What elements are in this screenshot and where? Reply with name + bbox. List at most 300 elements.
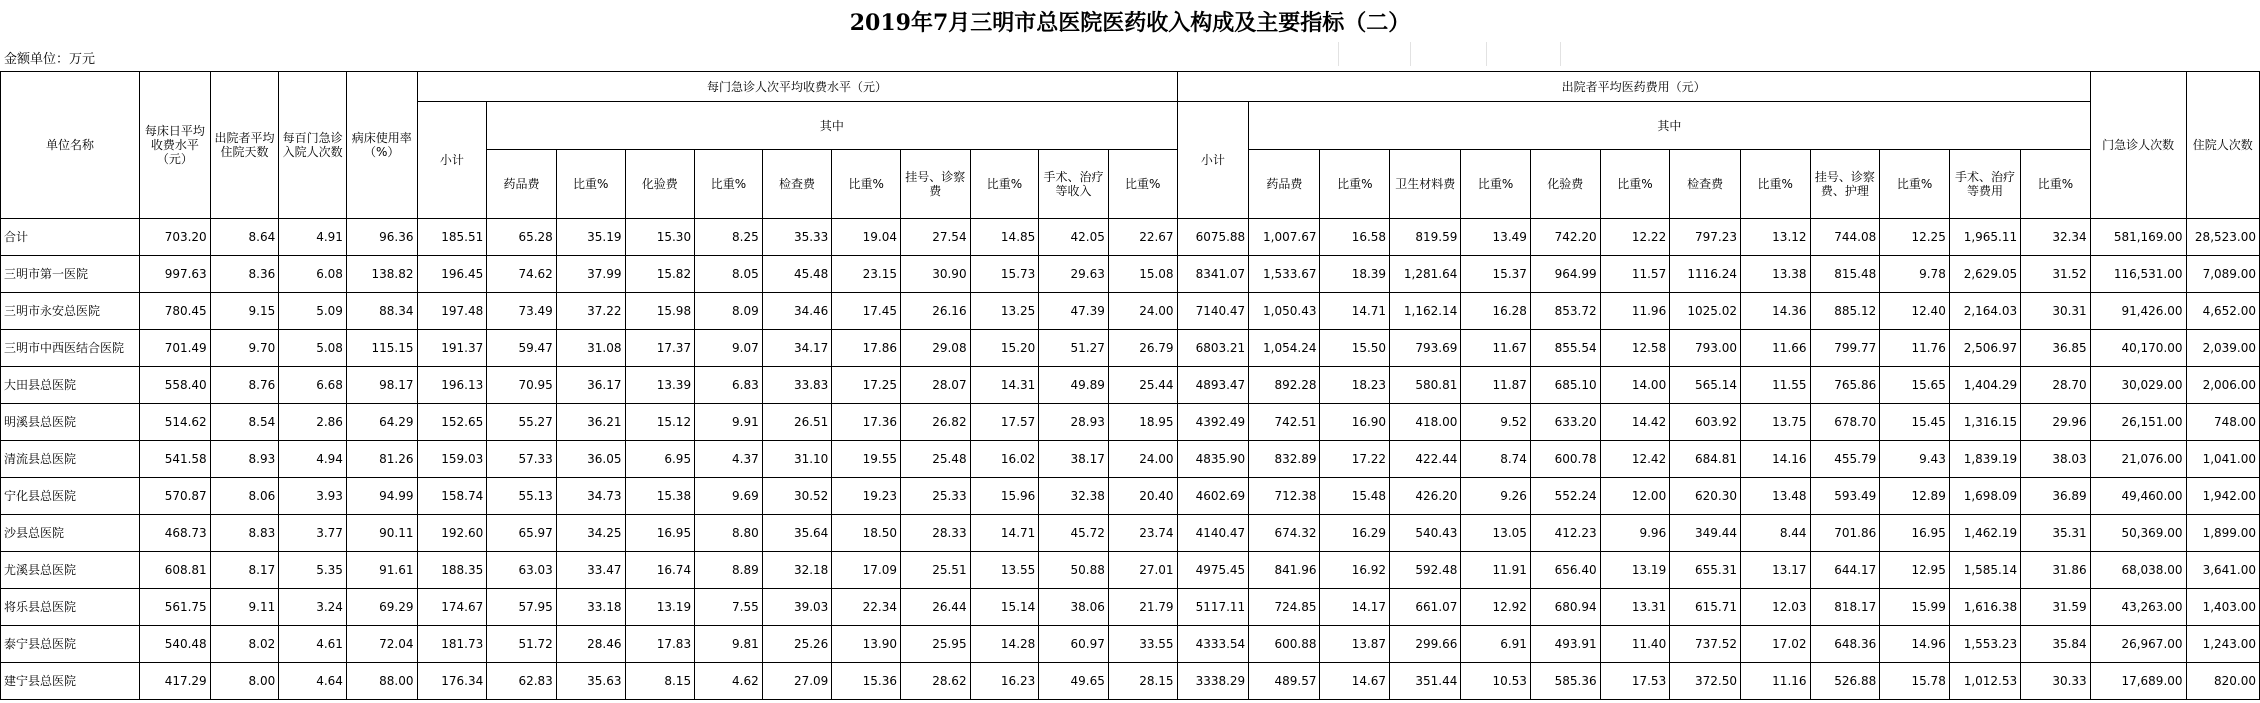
table-row <box>1 515 2260 552</box>
value-cell: 1,698.09 <box>1949 478 2020 515</box>
value-cell: 68,038.00 <box>2090 552 2186 589</box>
value-cell: 26,967.00 <box>2090 626 2186 663</box>
value-cell: 35.84 <box>2021 626 2091 663</box>
value-cell: 820.00 <box>2186 663 2259 700</box>
header-inpatient-col: 手术、治疗等费用 <box>1949 150 2020 219</box>
value-cell: 8.36 <box>210 256 279 293</box>
header-visits: 门急诊人次数 <box>2090 72 2186 219</box>
value-cell: 22.34 <box>832 589 901 626</box>
value-cell: 13.31 <box>1600 589 1670 626</box>
value-cell: 16.23 <box>970 663 1039 700</box>
value-cell: 603.92 <box>1670 404 1741 441</box>
value-cell: 9.15 <box>210 293 279 330</box>
value-cell: 4140.47 <box>1177 515 1249 552</box>
value-cell: 36.21 <box>556 404 625 441</box>
table-row <box>1 219 2260 256</box>
value-cell: 1,316.15 <box>1949 404 2020 441</box>
value-cell: 30.31 <box>2021 293 2091 330</box>
value-cell: 8.06 <box>210 478 279 515</box>
value-cell: 15.82 <box>625 256 695 293</box>
header-outpatient-subtotal: 小计 <box>417 102 487 219</box>
value-cell: 349.44 <box>1670 515 1741 552</box>
indicator-table <box>0 71 2260 700</box>
value-cell: 16.92 <box>1320 552 1390 589</box>
value-cell: 15.36 <box>832 663 901 700</box>
value-cell: 30.33 <box>2021 663 2091 700</box>
value-cell: 38.17 <box>1039 441 1109 478</box>
value-cell: 17,689.00 <box>2090 663 2186 700</box>
table-body <box>1 72 2260 700</box>
value-cell: 43,263.00 <box>2090 589 2186 626</box>
value-cell: 17.53 <box>1600 663 1670 700</box>
value-cell: 13.39 <box>625 367 695 404</box>
value-cell: 192.60 <box>417 515 487 552</box>
value-cell: 20.40 <box>1108 478 1177 515</box>
value-cell: 13.12 <box>1740 219 1810 256</box>
value-cell: 8.64 <box>210 219 279 256</box>
unit-name-cell: 建宁县总医院 <box>1 663 140 700</box>
value-cell: 8.80 <box>695 515 763 552</box>
value-cell: 22.67 <box>1108 219 1177 256</box>
table-row <box>1 367 2260 404</box>
table-row <box>1 330 2260 367</box>
table-row <box>1 404 2260 441</box>
value-cell: 11.57 <box>1600 256 1670 293</box>
value-cell: 30.90 <box>901 256 971 293</box>
value-cell: 5.08 <box>279 330 347 367</box>
value-cell: 73.49 <box>487 293 557 330</box>
value-cell: 818.17 <box>1810 589 1880 626</box>
value-cell: 8.09 <box>695 293 763 330</box>
value-cell: 11.67 <box>1461 330 1531 367</box>
value-cell: 4.61 <box>279 626 347 663</box>
value-cell: 32.34 <box>2021 219 2091 256</box>
value-cell: 29.96 <box>2021 404 2091 441</box>
value-cell: 35.63 <box>556 663 625 700</box>
header-outpatient-col: 比重% <box>1108 150 1177 219</box>
value-cell: 417.29 <box>140 663 211 700</box>
value-cell: 25.95 <box>901 626 971 663</box>
value-cell: 19.04 <box>832 219 901 256</box>
value-cell: 5.09 <box>279 293 347 330</box>
value-cell: 158.74 <box>417 478 487 515</box>
value-cell: 4.37 <box>695 441 763 478</box>
value-cell: 50,369.00 <box>2090 515 2186 552</box>
value-cell: 27.09 <box>762 663 832 700</box>
value-cell: 765.86 <box>1810 367 1880 404</box>
value-cell: 4,652.00 <box>2186 293 2259 330</box>
value-cell: 608.81 <box>140 552 211 589</box>
value-cell: 14.67 <box>1320 663 1390 700</box>
value-cell: 684.81 <box>1670 441 1741 478</box>
value-cell: 181.73 <box>417 626 487 663</box>
value-cell: 1,243.00 <box>2186 626 2259 663</box>
header-inpatient-of-which: 其中 <box>1249 102 2091 150</box>
value-cell: 96.36 <box>346 219 417 256</box>
value-cell: 6.08 <box>279 256 347 293</box>
value-cell: 1,965.11 <box>1949 219 2020 256</box>
value-cell: 1,585.14 <box>1949 552 2020 589</box>
header-inpatient-col: 挂号、诊察费、护理 <box>1810 150 1880 219</box>
value-cell: 3.24 <box>279 589 347 626</box>
value-cell: 9.96 <box>1600 515 1670 552</box>
value-cell: 11.96 <box>1600 293 1670 330</box>
value-cell: 62.83 <box>487 663 557 700</box>
value-cell: 13.38 <box>1740 256 1810 293</box>
value-cell: 799.77 <box>1810 330 1880 367</box>
value-cell: 351.44 <box>1390 663 1461 700</box>
value-cell: 13.49 <box>1461 219 1531 256</box>
value-cell: 16.90 <box>1320 404 1390 441</box>
value-cell: 32.38 <box>1039 478 1109 515</box>
value-cell: 33.55 <box>1108 626 1177 663</box>
value-cell: 23.15 <box>832 256 901 293</box>
value-cell: 7,089.00 <box>2186 256 2259 293</box>
value-cell: 8.17 <box>210 552 279 589</box>
value-cell: 13.55 <box>970 552 1039 589</box>
value-cell: 18.23 <box>1320 367 1390 404</box>
value-cell: 1,281.64 <box>1390 256 1461 293</box>
value-cell: 4.64 <box>279 663 347 700</box>
value-cell: 26,151.00 <box>2090 404 2186 441</box>
value-cell: 31.52 <box>2021 256 2091 293</box>
value-cell: 174.67 <box>417 589 487 626</box>
value-cell: 615.71 <box>1670 589 1741 626</box>
value-cell: 712.38 <box>1249 478 1320 515</box>
value-cell: 28.46 <box>556 626 625 663</box>
value-cell: 196.45 <box>417 256 487 293</box>
value-cell: 455.79 <box>1810 441 1880 478</box>
value-cell: 703.20 <box>140 219 211 256</box>
value-cell: 4975.45 <box>1177 552 1249 589</box>
unit-name-cell: 明溪县总医院 <box>1 404 140 441</box>
value-cell: 13.90 <box>832 626 901 663</box>
value-cell: 70.95 <box>487 367 557 404</box>
value-cell: 33.47 <box>556 552 625 589</box>
value-cell: 65.28 <box>487 219 557 256</box>
header-admissions: 住院人次数 <box>2186 72 2259 219</box>
unit-name-cell: 清流县总医院 <box>1 441 140 478</box>
value-cell: 31.08 <box>556 330 625 367</box>
value-cell: 36.85 <box>2021 330 2091 367</box>
value-cell: 12.95 <box>1880 552 1950 589</box>
value-cell: 19.23 <box>832 478 901 515</box>
value-cell: 13.19 <box>1600 552 1670 589</box>
header-bed-daily-fee: 每床日平均收费水平（元） <box>140 72 211 219</box>
value-cell: 7.55 <box>695 589 763 626</box>
unit-name-cell: 三明市永安总医院 <box>1 293 140 330</box>
table-row <box>1 626 2260 663</box>
value-cell: 9.91 <box>695 404 763 441</box>
value-cell: 40,170.00 <box>2090 330 2186 367</box>
value-cell: 15.30 <box>625 219 695 256</box>
header-outpatient-col: 检查费 <box>762 150 832 219</box>
value-cell: 585.36 <box>1530 663 1600 700</box>
value-cell: 15.48 <box>1320 478 1390 515</box>
value-cell: 26.16 <box>901 293 971 330</box>
value-cell: 15.65 <box>1880 367 1950 404</box>
value-cell: 841.96 <box>1249 552 1320 589</box>
header-outpatient-col: 挂号、诊察费 <box>901 150 971 219</box>
value-cell: 11.66 <box>1740 330 1810 367</box>
value-cell: 581,169.00 <box>2090 219 2186 256</box>
unit-name-cell: 大田县总医院 <box>1 367 140 404</box>
value-cell: 12.89 <box>1880 478 1950 515</box>
value-cell: 372.50 <box>1670 663 1741 700</box>
value-cell: 541.58 <box>140 441 211 478</box>
value-cell: 8.89 <box>695 552 763 589</box>
value-cell: 701.86 <box>1810 515 1880 552</box>
value-cell: 724.85 <box>1249 589 1320 626</box>
header-inpatient-col: 比重% <box>1880 150 1950 219</box>
value-cell: 88.00 <box>346 663 417 700</box>
unit-name-cell: 泰宁县总医院 <box>1 626 140 663</box>
table-row <box>1 478 2260 515</box>
value-cell: 72.04 <box>346 626 417 663</box>
value-cell: 748.00 <box>2186 404 2259 441</box>
value-cell: 13.25 <box>970 293 1039 330</box>
value-cell: 14.42 <box>1600 404 1670 441</box>
value-cell: 4602.69 <box>1177 478 1249 515</box>
value-cell: 468.73 <box>140 515 211 552</box>
value-cell: 14.85 <box>970 219 1039 256</box>
value-cell: 38.06 <box>1039 589 1109 626</box>
value-cell: 11.55 <box>1740 367 1810 404</box>
header-outpatient-group: 每门急诊人次平均收费水平（元） <box>417 72 1177 102</box>
value-cell: 6.91 <box>1461 626 1531 663</box>
gridline <box>1560 42 1561 66</box>
value-cell: 797.23 <box>1670 219 1741 256</box>
value-cell: 37.22 <box>556 293 625 330</box>
value-cell: 12.00 <box>1600 478 1670 515</box>
value-cell: 2,629.05 <box>1949 256 2020 293</box>
value-cell: 14.31 <box>970 367 1039 404</box>
value-cell: 28,523.00 <box>2186 219 2259 256</box>
unit-name-cell: 宁化县总医院 <box>1 478 140 515</box>
value-cell: 185.51 <box>417 219 487 256</box>
value-cell: 30,029.00 <box>2090 367 2186 404</box>
value-cell: 21.79 <box>1108 589 1177 626</box>
value-cell: 60.97 <box>1039 626 1109 663</box>
value-cell: 11.16 <box>1740 663 1810 700</box>
value-cell: 25.51 <box>901 552 971 589</box>
value-cell: 8.02 <box>210 626 279 663</box>
value-cell: 49,460.00 <box>2090 478 2186 515</box>
value-cell: 31.10 <box>762 441 832 478</box>
value-cell: 540.48 <box>140 626 211 663</box>
unit-name-cell: 合计 <box>1 219 140 256</box>
value-cell: 152.65 <box>417 404 487 441</box>
value-cell: 14.00 <box>1600 367 1670 404</box>
value-cell: 3.93 <box>279 478 347 515</box>
header-inpatient-col: 检查费 <box>1670 150 1741 219</box>
value-cell: 98.17 <box>346 367 417 404</box>
value-cell: 28.07 <box>901 367 971 404</box>
value-cell: 1,899.00 <box>2186 515 2259 552</box>
value-cell: 9.07 <box>695 330 763 367</box>
value-cell: 678.70 <box>1810 404 1880 441</box>
value-cell: 12.58 <box>1600 330 1670 367</box>
value-cell: 11.76 <box>1880 330 1950 367</box>
value-cell: 35.33 <box>762 219 832 256</box>
value-cell: 65.97 <box>487 515 557 552</box>
value-cell: 1,403.00 <box>2186 589 2259 626</box>
value-cell: 14.71 <box>970 515 1039 552</box>
value-cell: 680.94 <box>1530 589 1600 626</box>
value-cell: 1,041.00 <box>2186 441 2259 478</box>
value-cell: 8.76 <box>210 367 279 404</box>
value-cell: 997.63 <box>140 256 211 293</box>
value-cell: 8.74 <box>1461 441 1531 478</box>
value-cell: 620.30 <box>1670 478 1741 515</box>
value-cell: 18.50 <box>832 515 901 552</box>
value-cell: 9.78 <box>1880 256 1950 293</box>
header-inpatient-col: 药品费 <box>1249 150 1320 219</box>
value-cell: 88.34 <box>346 293 417 330</box>
gridline <box>1410 42 1411 66</box>
value-cell: 9.81 <box>695 626 763 663</box>
value-cell: 51.27 <box>1039 330 1109 367</box>
unit-name-cell: 尤溪县总医院 <box>1 552 140 589</box>
value-cell: 5.35 <box>279 552 347 589</box>
header-inpatient-subtotal: 小计 <box>1177 102 1249 219</box>
value-cell: 744.08 <box>1810 219 1880 256</box>
value-cell: 16.29 <box>1320 515 1390 552</box>
value-cell: 39.03 <box>762 589 832 626</box>
value-cell: 633.20 <box>1530 404 1600 441</box>
value-cell: 1116.24 <box>1670 256 1741 293</box>
value-cell: 30.52 <box>762 478 832 515</box>
value-cell: 418.00 <box>1390 404 1461 441</box>
value-cell: 34.25 <box>556 515 625 552</box>
value-cell: 15.73 <box>970 256 1039 293</box>
value-cell: 600.78 <box>1530 441 1600 478</box>
value-cell: 9.26 <box>1461 478 1531 515</box>
value-cell: 14.36 <box>1740 293 1810 330</box>
value-cell: 21,076.00 <box>2090 441 2186 478</box>
value-cell: 8.44 <box>1740 515 1810 552</box>
value-cell: 36.05 <box>556 441 625 478</box>
value-cell: 27.01 <box>1108 552 1177 589</box>
value-cell: 964.99 <box>1530 256 1600 293</box>
value-cell: 138.82 <box>346 256 417 293</box>
value-cell: 35.19 <box>556 219 625 256</box>
value-cell: 15.50 <box>1320 330 1390 367</box>
value-cell: 4.94 <box>279 441 347 478</box>
value-cell: 685.10 <box>1530 367 1600 404</box>
value-cell: 8.93 <box>210 441 279 478</box>
value-cell: 18.39 <box>1320 256 1390 293</box>
value-cell: 9.69 <box>695 478 763 515</box>
value-cell: 35.31 <box>2021 515 2091 552</box>
unit-name-cell: 将乐县总医院 <box>1 589 140 626</box>
value-cell: 55.27 <box>487 404 557 441</box>
value-cell: 15.08 <box>1108 256 1177 293</box>
value-cell: 31.59 <box>2021 589 2091 626</box>
value-cell: 36.89 <box>2021 478 2091 515</box>
value-cell: 793.00 <box>1670 330 1741 367</box>
value-cell: 648.36 <box>1810 626 1880 663</box>
value-cell: 11.40 <box>1600 626 1670 663</box>
header-outpatient-col: 化验费 <box>625 150 695 219</box>
header-avg-days: 出院者平均住院天数 <box>210 72 279 219</box>
unit-name-cell: 三明市中西医结合医院 <box>1 330 140 367</box>
value-cell: 2,506.97 <box>1949 330 2020 367</box>
unit-name-cell: 沙县总医院 <box>1 515 140 552</box>
value-cell: 855.54 <box>1530 330 1600 367</box>
value-cell: 15.38 <box>625 478 695 515</box>
value-cell: 17.45 <box>832 293 901 330</box>
value-cell: 1,462.19 <box>1949 515 2020 552</box>
value-cell: 9.52 <box>1461 404 1531 441</box>
value-cell: 885.12 <box>1810 293 1880 330</box>
header-per100-admit: 每百门急诊入院人次数 <box>279 72 347 219</box>
value-cell: 9.70 <box>210 330 279 367</box>
value-cell: 26.44 <box>901 589 971 626</box>
table-row <box>1 663 2260 700</box>
value-cell: 13.17 <box>1740 552 1810 589</box>
value-cell: 4.91 <box>279 219 347 256</box>
value-cell: 4835.90 <box>1177 441 1249 478</box>
value-cell: 3.77 <box>279 515 347 552</box>
table-row <box>1 441 2260 478</box>
value-cell: 14.16 <box>1740 441 1810 478</box>
value-cell: 16.02 <box>970 441 1039 478</box>
header-inpatient-col: 比重% <box>1600 150 1670 219</box>
value-cell: 29.08 <box>901 330 971 367</box>
value-cell: 45.48 <box>762 256 832 293</box>
value-cell: 8341.07 <box>1177 256 1249 293</box>
value-cell: 8.25 <box>695 219 763 256</box>
value-cell: 94.99 <box>346 478 417 515</box>
value-cell: 1,553.23 <box>1949 626 2020 663</box>
header-inpatient-group: 出院者平均医药费用（元） <box>1177 72 2090 102</box>
value-cell: 514.62 <box>140 404 211 441</box>
value-cell: 2,164.03 <box>1949 293 2020 330</box>
gridline <box>1338 42 1339 66</box>
value-cell: 1,012.53 <box>1949 663 2020 700</box>
value-cell: 17.83 <box>625 626 695 663</box>
value-cell: 17.22 <box>1320 441 1390 478</box>
header-inpatient-col: 比重% <box>1461 150 1531 219</box>
value-cell: 4.62 <box>695 663 763 700</box>
header-outpatient-col: 比重% <box>556 150 625 219</box>
value-cell: 565.14 <box>1670 367 1741 404</box>
header-outpatient-col: 手术、治疗等收入 <box>1039 150 1109 219</box>
value-cell: 3338.29 <box>1177 663 1249 700</box>
value-cell: 38.03 <box>2021 441 2091 478</box>
header-inpatient-col: 比重% <box>2021 150 2091 219</box>
value-cell: 90.11 <box>346 515 417 552</box>
value-cell: 15.98 <box>625 293 695 330</box>
value-cell: 81.26 <box>346 441 417 478</box>
value-cell: 17.02 <box>1740 626 1810 663</box>
value-cell: 26.51 <box>762 404 832 441</box>
value-cell: 74.62 <box>487 256 557 293</box>
header-outpatient-col: 药品费 <box>487 150 557 219</box>
value-cell: 580.81 <box>1390 367 1461 404</box>
value-cell: 742.51 <box>1249 404 1320 441</box>
value-cell: 8.05 <box>695 256 763 293</box>
value-cell: 36.17 <box>556 367 625 404</box>
value-cell: 13.05 <box>1461 515 1531 552</box>
value-cell: 412.23 <box>1530 515 1600 552</box>
value-cell: 6803.21 <box>1177 330 1249 367</box>
value-cell: 26.82 <box>901 404 971 441</box>
value-cell: 91.61 <box>346 552 417 589</box>
value-cell: 16.74 <box>625 552 695 589</box>
value-cell: 28.62 <box>901 663 971 700</box>
